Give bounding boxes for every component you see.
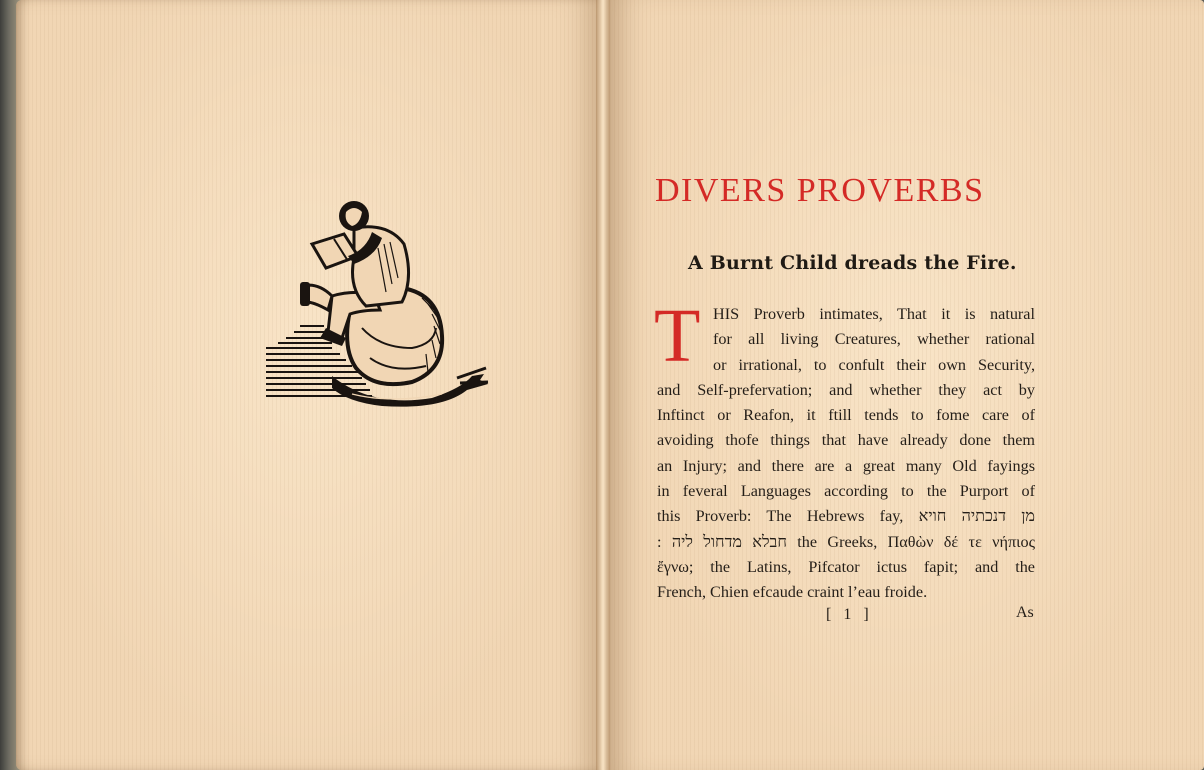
body-line: an Injury; and there are a great many Old fayings xyxy=(657,456,1035,475)
chapter-title: DIVERS PROVERBS xyxy=(655,172,985,209)
body-line: ἔγνω; the Latins, Pifcator ictus fapit; and the xyxy=(657,557,1035,576)
catchword: As xyxy=(1016,604,1034,621)
body-line: HIS Proverb intimates, That it is natural xyxy=(713,305,1035,323)
body-line: Inftinct or Reafon, it ftill tends to fome care of xyxy=(657,406,1035,425)
body-line: in feveral Languages according to the Purport of xyxy=(657,482,1035,501)
proverb-body-text xyxy=(657,302,1035,606)
body-line: : חבלא מדחול ליה the Greeks, Παθὼν δέ τε νήπιος xyxy=(657,532,1035,551)
body-line: or irrational, to confult their own Security, xyxy=(713,355,1035,374)
woodcut-illustration xyxy=(262,198,492,413)
drop-cap: T xyxy=(654,294,701,378)
page-number: [ 1 ] xyxy=(826,606,873,623)
body-line: this Proverb: The Hebrews fay, מן דנכתיה חויא xyxy=(657,507,1035,526)
body-line: avoiding thofe things that have already done them xyxy=(657,431,1035,450)
body-line: and Self-prefervation; and whether they act by xyxy=(657,380,1035,399)
proverb-heading: A Burnt Child dreads the Fire. xyxy=(688,252,1017,274)
book-gutter xyxy=(596,0,610,770)
body-line: for all living Creatures, whether rational xyxy=(713,330,1035,349)
body-line: French, Chien efcaude craint l’eau froide. xyxy=(657,583,928,602)
